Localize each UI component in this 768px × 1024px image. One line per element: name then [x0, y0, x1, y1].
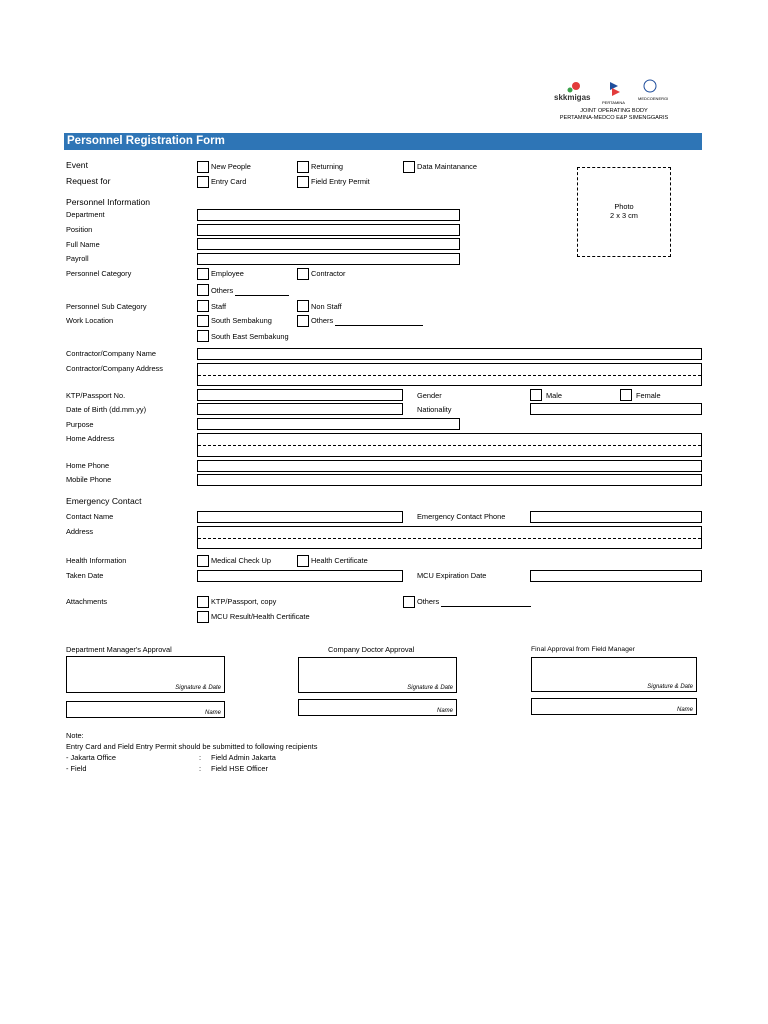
- home-address-divider: [198, 445, 701, 446]
- attachments-label: Attachments: [66, 597, 108, 606]
- checkbox-category-others[interactable]: [197, 284, 209, 296]
- request-label: Request for: [66, 176, 111, 186]
- checkbox-ktp-copy[interactable]: [197, 596, 209, 608]
- department-field[interactable]: [197, 209, 460, 221]
- checkbox-employee[interactable]: [197, 268, 209, 280]
- emergency-address-label: Address: [66, 527, 94, 536]
- checkbox-female[interactable]: [620, 389, 632, 401]
- mobile-phone-label: Mobile Phone: [66, 475, 112, 484]
- option-location-others: [311, 316, 423, 326]
- health-label: Health Information: [66, 556, 127, 565]
- attachment-others-line[interactable]: [441, 598, 531, 607]
- purpose-field[interactable]: [197, 418, 460, 430]
- logo-pertamina: PERTAMINA: [602, 100, 625, 105]
- form-title: Personnel Registration Form: [67, 135, 225, 147]
- full-name-field[interactable]: [197, 238, 460, 250]
- company-doctor-signature-caption: Signature & Date: [407, 685, 453, 691]
- logo-line1: JOINT OPERATING BODY: [580, 108, 648, 114]
- emergency-address-divider: [198, 538, 701, 539]
- home-phone-label: Home Phone: [66, 461, 110, 470]
- dept-manager-signature-box[interactable]: [66, 656, 225, 693]
- option-location-others-text: Others: [311, 316, 334, 325]
- checkbox-contractor[interactable]: [297, 268, 309, 280]
- checkbox-south-sembakung[interactable]: [197, 315, 209, 327]
- checkbox-south-east-sembakung[interactable]: [197, 330, 209, 342]
- checkbox-returning[interactable]: [297, 161, 309, 173]
- personnel-section-title: Personnel Information: [66, 197, 151, 207]
- option-ktp-copy: KTP/Passport, copy: [211, 597, 277, 606]
- dob-label: Date of Birth (dd.mm.yy): [66, 405, 147, 414]
- mobile-phone-field[interactable]: [197, 474, 702, 486]
- home-address-label: Home Address: [66, 434, 115, 443]
- contact-name-field[interactable]: [197, 511, 403, 523]
- form-title-bar: [64, 133, 702, 150]
- position-label: Position: [66, 225, 93, 234]
- option-south-sembakung: South Sembakung: [211, 316, 272, 325]
- option-mcu-result: MCU Result/Health Certificate: [211, 612, 310, 621]
- note-field-label: - Field: [66, 764, 87, 773]
- note-field-value: Field HSE Officer: [211, 764, 268, 773]
- checkbox-location-others[interactable]: [297, 315, 309, 327]
- department-label: Department: [66, 210, 105, 219]
- ktp-label: KTP/Passport No.: [66, 391, 126, 400]
- personnel-category-label: Personnel Category: [66, 269, 132, 278]
- category-others-line[interactable]: [235, 287, 289, 296]
- emergency-address-field[interactable]: [197, 526, 702, 549]
- note-jakarta-label: - Jakarta Office: [66, 753, 116, 762]
- note-title: Note:: [66, 731, 84, 740]
- dob-field[interactable]: [197, 403, 403, 415]
- checkbox-data-maintanance[interactable]: [403, 161, 415, 173]
- dept-manager-name-box[interactable]: [66, 701, 225, 718]
- logo-medco: MEDCOENERGI: [638, 96, 669, 101]
- ktp-field[interactable]: [197, 389, 403, 401]
- note-jakarta-colon: :: [199, 753, 202, 762]
- field-manager-name-box[interactable]: [531, 698, 697, 715]
- contractor-address-divider: [198, 375, 701, 376]
- option-field-entry-permit: Field Entry Permit: [311, 177, 370, 186]
- option-contractor: Contractor: [311, 269, 346, 278]
- option-non-staff: Non Staff: [311, 302, 342, 311]
- option-attachment-others-text: Others: [417, 597, 440, 606]
- field-manager-approval-label: Final Approval from Field Manager: [531, 646, 635, 653]
- dept-manager-name-caption: Name: [204, 710, 221, 716]
- checkbox-medical-check-up[interactable]: [197, 555, 209, 567]
- note-field-colon: :: [199, 764, 202, 773]
- option-male: Male: [546, 391, 563, 400]
- option-south-east-sembakung: South East Sembakung: [211, 332, 289, 341]
- checkbox-entry-card[interactable]: [197, 176, 209, 188]
- note-line1: Entry Card and Field Entry Permit should be submitted to following recipients: [66, 742, 318, 751]
- contractor-name-label: Contractor/Company Name: [66, 349, 156, 358]
- photo-size: 2 x 3 cm: [610, 211, 638, 220]
- purpose-label: Purpose: [66, 420, 94, 429]
- option-female: Female: [636, 391, 661, 400]
- event-label: Event: [66, 160, 88, 170]
- home-address-field[interactable]: [197, 433, 702, 457]
- work-location-label: Work Location: [66, 316, 114, 325]
- option-returning: Returning: [311, 162, 344, 171]
- subcategory-label: Personnel Sub Category: [66, 302, 147, 311]
- company-doctor-signature-box[interactable]: [298, 657, 457, 693]
- logo-line2: PERTAMINA-MEDCO E&P SIMENGGARIS: [559, 115, 669, 121]
- contractor-address-field[interactable]: [197, 363, 702, 386]
- checkbox-male[interactable]: [530, 389, 542, 401]
- contractor-address-label: Contractor/Company Address: [66, 364, 163, 373]
- emergency-phone-label: Emergency Contact Phone: [417, 512, 506, 521]
- photo-label: Photo: [614, 202, 634, 211]
- payroll-label: Payroll: [66, 254, 89, 263]
- field-manager-signature-box[interactable]: [531, 657, 697, 692]
- nationality-label: Nationality: [417, 405, 452, 414]
- full-name-label: Full Name: [66, 240, 100, 249]
- company-doctor-name-caption: Name: [436, 708, 453, 714]
- company-doctor-approval-label: Company Doctor Approval: [328, 645, 415, 654]
- checkbox-health-certificate[interactable]: [297, 555, 309, 567]
- contractor-name-field[interactable]: [197, 348, 702, 360]
- option-entry-card: Entry Card: [211, 177, 247, 186]
- option-category-others: [211, 286, 289, 296]
- field-manager-signature-caption: Signature & Date: [647, 684, 693, 690]
- checkbox-attachment-others[interactable]: [403, 596, 415, 608]
- company-logo: [554, 76, 674, 126]
- contact-name-label: Contact Name: [66, 512, 114, 521]
- option-data-maintanance: Data Maintanance: [417, 162, 477, 171]
- home-phone-field[interactable]: [197, 460, 702, 472]
- photo-placeholder[interactable]: [577, 167, 671, 257]
- note-jakarta-value: Field Admin Jakarta: [211, 753, 276, 762]
- company-doctor-name-box[interactable]: [298, 699, 457, 716]
- logo-brand: skkmigas: [554, 93, 591, 102]
- option-category-others-text: Others: [211, 286, 234, 295]
- nationality-field[interactable]: [530, 403, 702, 415]
- option-staff: Staff: [211, 302, 227, 311]
- emergency-phone-field[interactable]: [530, 511, 702, 523]
- payroll-field[interactable]: [197, 253, 460, 265]
- emergency-section-title: Emergency Contact: [66, 496, 142, 506]
- checkbox-staff[interactable]: [197, 300, 209, 312]
- option-medical-check-up: Medical Check Up: [211, 556, 271, 565]
- mcu-expiration-label: MCU Expiration Date: [417, 571, 487, 580]
- field-manager-name-caption: Name: [676, 707, 693, 713]
- dept-manager-approval-label: Department Manager's Approval: [66, 645, 172, 654]
- checkbox-non-staff[interactable]: [297, 300, 309, 312]
- checkbox-field-entry-permit[interactable]: [297, 176, 309, 188]
- checkbox-mcu-result[interactable]: [197, 611, 209, 623]
- gender-label: Gender: [417, 391, 442, 400]
- taken-date-label: Taken Date: [66, 571, 104, 580]
- option-health-certificate: Health Certificate: [311, 556, 368, 565]
- dept-manager-signature-caption: Signature & Date: [175, 685, 221, 691]
- option-employee: Employee: [211, 269, 244, 278]
- checkbox-new-people[interactable]: [197, 161, 209, 173]
- taken-date-field[interactable]: [197, 570, 403, 582]
- option-attachment-others: [417, 597, 531, 607]
- location-others-line[interactable]: [335, 317, 423, 326]
- option-new-people: New People: [211, 162, 251, 171]
- mcu-expiration-field[interactable]: [530, 570, 702, 582]
- position-field[interactable]: [197, 224, 460, 236]
